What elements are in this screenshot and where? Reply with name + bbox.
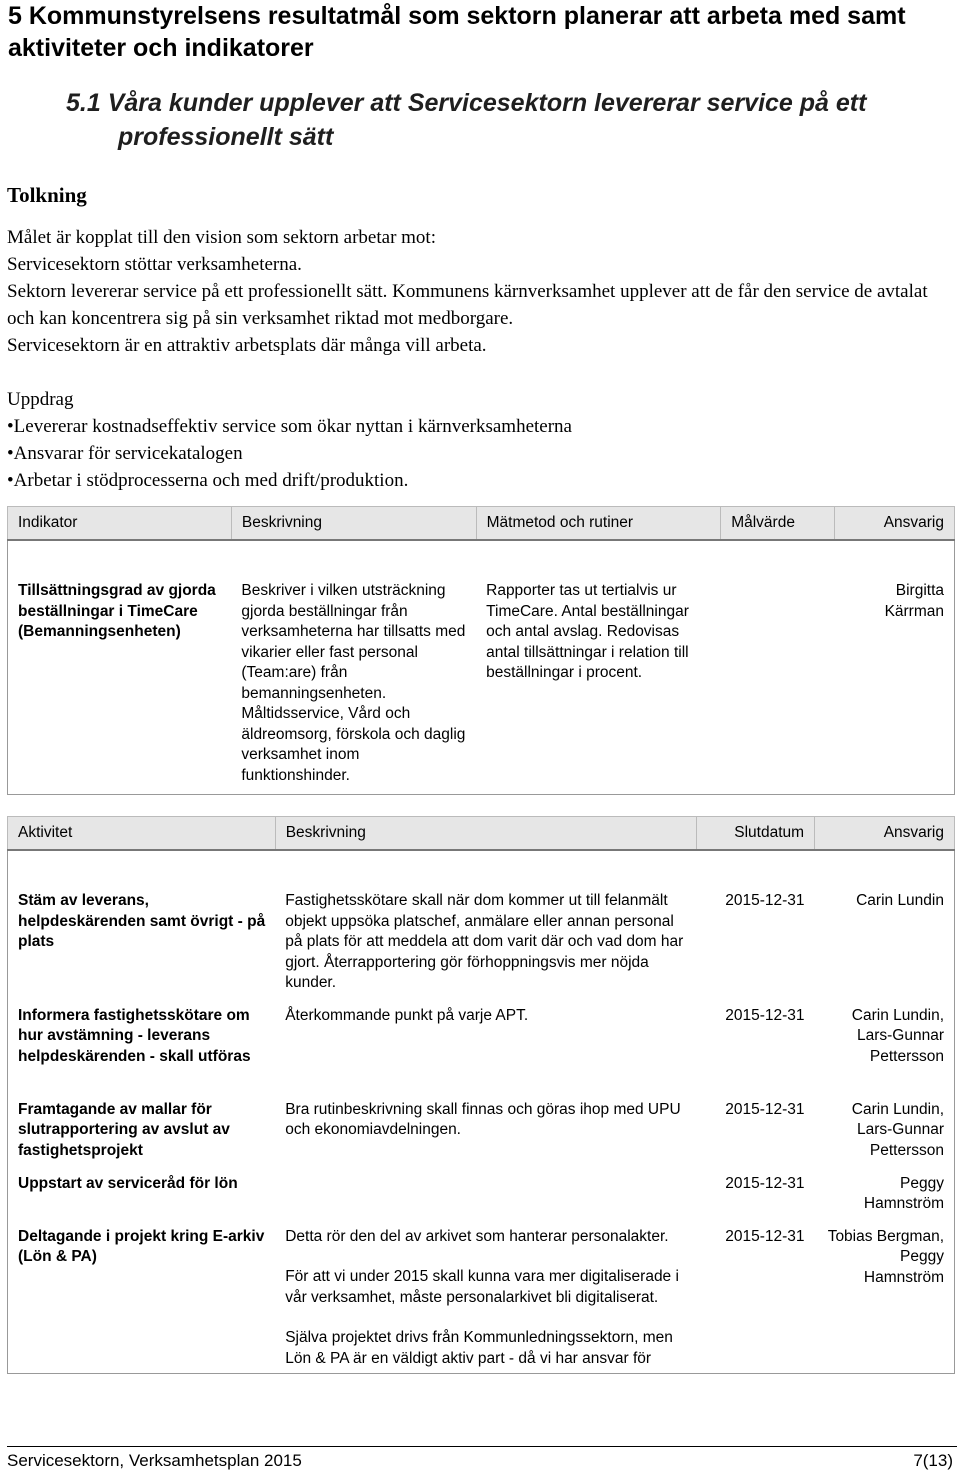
col-header-malvarde: Målvärde xyxy=(721,507,835,541)
uppdrag-item: • Levererar kostnadseffektiv service som ökar nyttan i kärnverksamheterna xyxy=(7,413,957,440)
table-row xyxy=(8,1162,955,1215)
beskrivning-cell: Fastighetsskötare skall när dom kommer ut till felanmält objekt uppsöka platschef, anmälare eller annan personal på plats för att meddela att dom varit där och vad dom har gjort. Återrapportering gör förhoppningsvis mer nöjda kunder. xyxy=(285,892,684,991)
ansvarig-cell: Carin Lundin xyxy=(856,892,944,909)
col-header-beskrivning: Beskrivning xyxy=(275,817,696,851)
ansvarig-cell: Peggy Hamnström xyxy=(863,1174,944,1212)
beskrivning-paragraph: För att vi under 2015 skall kunna vara mer digitaliserade i vår verksamhet, måste personalarkivet bli digitaliserat. xyxy=(285,1268,679,1306)
col-header-aktivitet: Aktivitet xyxy=(8,817,276,851)
tolkning-line1: Målet är kopplat till den vision som sektorn arbetar mot: xyxy=(7,227,436,248)
beskrivning-cell: Beskriver i vilken utsträckning gjorda beställningar från verksamheterna har tillsatts med vikarier eller fast personal (Team:are) från bemanningsenheten. Måltidsservice, Vård och äldreomsorg, förskola och daglig verksamhet inom funktionshinder. xyxy=(241,582,466,784)
tolkning-heading: Tolkning xyxy=(7,183,87,207)
tolkning-paragraph: Sektorn levererar service på ett professionellt sätt. Kommunens kärnverksamhet upplever att de får den service de avtalat och kan koncentrera sig på sin verksamhet riktad mot medborgare. xyxy=(7,281,928,329)
uppdrag-block xyxy=(7,386,957,494)
aktivitet-cell: Deltagande i projekt kring E-arkiv (Lön & PA) xyxy=(18,1227,265,1265)
col-header-matmetod: Mätmetod och rutiner xyxy=(476,507,721,541)
table-row xyxy=(8,1088,955,1162)
subsection-heading xyxy=(66,86,956,154)
col-header-ansvarig: Ansvarig xyxy=(835,507,955,541)
slutdatum-cell: 2015-12-31 xyxy=(725,1006,805,1024)
indikator-cell: Tillsättningsgrad av gjorda beställningar i TimeCare (Bemanningsenheten) xyxy=(18,582,216,640)
uppdrag-item: • Ansvarar för servicekatalogen xyxy=(7,440,957,467)
footer-document-title: Servicesektorn, Verksamhetsplan 2015 xyxy=(7,1451,302,1470)
uppdrag-item: • Arbetar i stödprocesserna och med drift/produktion. xyxy=(7,467,957,494)
beskrivning-cell: Återkommande punkt på varje APT. xyxy=(285,1006,529,1024)
aktivitet-cell: Framtagande av mallar för slutrapportering av avslut av fastighetsprojekt xyxy=(18,1100,230,1159)
col-header-ansvarig: Ansvarig xyxy=(815,817,955,851)
footer-page-number: 7(13) xyxy=(913,1451,953,1470)
footer-divider xyxy=(7,1446,957,1447)
matmetod-cell: Rapporter tas ut tertialvis ur TimeCare. Antal beställningar och antal avslag. Redovisas antal tillsättningar i relation till beställningar i procent. xyxy=(486,582,689,681)
section-heading: 5 Kommunstyrelsens resultatmål som sektorn planerar att arbeta med samt aktiviteter och indikatorer xyxy=(8,2,906,62)
col-header-indikator: Indikator xyxy=(8,507,232,541)
subsection-title-line2: professionellt sätt xyxy=(118,123,334,151)
uppdrag-heading: Uppdrag xyxy=(7,389,74,410)
table-row xyxy=(8,540,955,795)
tolkning-text xyxy=(7,224,957,359)
beskrivning-cell xyxy=(275,1215,696,1374)
beskrivning-paragraph: Detta rör den del av arkivet som hanterar personalakter. xyxy=(285,1227,669,1245)
slutdatum-cell: 2015-12-31 xyxy=(725,1100,805,1118)
slutdatum-cell: 2015-12-31 xyxy=(725,892,805,909)
aktivitet-cell: Informera fastighetsskötare om hur avstämning - leverans helpdeskärenden - skall utföras xyxy=(18,1006,251,1065)
aktivitet-cell: Uppstart av serviceråd för lön xyxy=(18,1174,238,1192)
beskrivning-cell xyxy=(275,1162,696,1215)
subsection-title-line1: Våra kunder upplever att Servicesektorn levererar service på ett xyxy=(107,89,867,117)
table-row xyxy=(8,1215,955,1374)
ansvarig-cell: Carin Lundin, Lars-Gunnar Pettersson xyxy=(851,1100,944,1159)
table-row xyxy=(8,994,955,1088)
slutdatum-cell: 2015-12-31 xyxy=(725,1174,805,1192)
tolkning-line3: Servicesektorn är en attraktiv arbetsplats där många vill arbeta. xyxy=(7,335,487,356)
activity-table-header xyxy=(8,817,955,851)
beskrivning-cell: Bra rutinbeskrivning skall finnas och göras ihop med UPU och ekonomiavdelningen. xyxy=(285,1100,681,1138)
malvarde-cell xyxy=(721,540,835,795)
ansvarig-cell: Tobias Bergman, Peggy Hamnström xyxy=(827,1227,944,1286)
tolkning-line2: Servicesektorn stöttar verksamheterna. xyxy=(7,254,302,275)
beskrivning-paragraph: Själva projektet drivs från Kommunledningssektorn, men Lön & PA är en väldigt aktiv part - då vi har ansvar för xyxy=(285,1329,673,1367)
indicator-table-header xyxy=(8,507,955,541)
activity-table xyxy=(7,816,955,1374)
aktivitet-cell: Stäm av leverans, helpdeskärenden samt övrigt - på plats xyxy=(18,892,266,950)
ansvarig-cell: Carin Lundin, Lars-Gunnar Pettersson xyxy=(851,1006,944,1065)
table-row xyxy=(8,850,955,994)
indicator-table xyxy=(7,506,955,795)
ansvarig-cell: Birgitta Kärrman xyxy=(884,582,944,620)
col-header-slutdatum: Slutdatum xyxy=(697,817,815,851)
slutdatum-cell: 2015-12-31 xyxy=(725,1227,805,1245)
subsection-number: 5.1 xyxy=(66,89,101,117)
col-header-beskrivning: Beskrivning xyxy=(231,507,476,541)
